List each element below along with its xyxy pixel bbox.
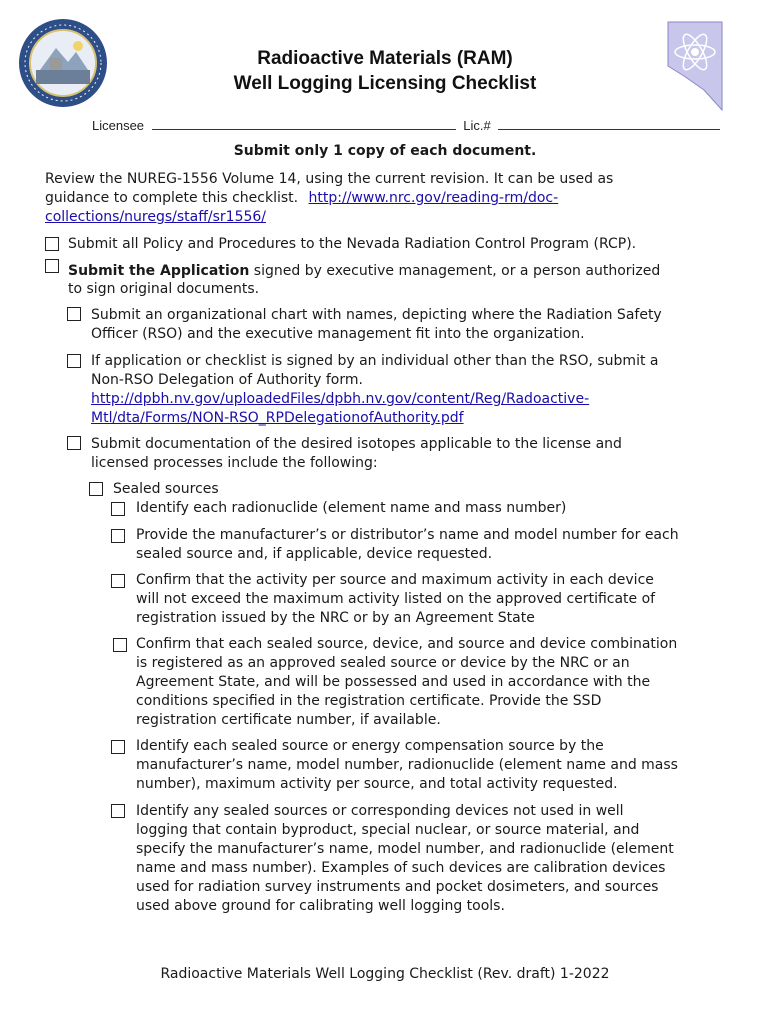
isotopes-checkbox[interactable] xyxy=(67,436,81,450)
licensee-field[interactable] xyxy=(152,118,456,130)
energy-source-checkbox[interactable] xyxy=(111,740,125,754)
s5-line-2: manufacturer’s name, model number, radionuclide (element name and mass xyxy=(136,757,678,773)
s6-line-2: logging that contain byproduct, special nuclear, or source material, and xyxy=(136,822,640,838)
application-bold: Submit the Application xyxy=(68,263,250,279)
s5-line-1: Identify each sealed source or energy compensation source by the xyxy=(136,738,604,754)
non-logging-sources-checkbox[interactable] xyxy=(111,804,125,818)
s6-line-3: specify the manufacturer’s name, model number, and radionuclide (element xyxy=(136,841,674,857)
s2-line-2: sealed source and, if applicable, device requested. xyxy=(136,546,493,562)
s4-line-4: conditions specified in the registration certificate. Provide the SSD xyxy=(136,693,602,709)
sealed-sources-checkbox[interactable] xyxy=(89,482,103,496)
delegation-form-link[interactable]: http://dpbh.nv.gov/uploadedFiles/dpbh.nv.gov/content/Reg/Radoactive- xyxy=(91,391,590,407)
activity-checkbox[interactable] xyxy=(111,574,125,588)
org-line-1: Submit an organizational chart with names, depicting where the Radiation Safety xyxy=(91,307,662,323)
licensee-row xyxy=(92,118,720,133)
s6-line-5: used for radiation survey instruments and pocket dosimeters, and sources xyxy=(136,879,659,895)
s3-line-1: Confirm that the activity per source and maximum activity in each device xyxy=(136,572,654,588)
application-line-2: to sign original documents. xyxy=(68,281,260,297)
registration-checkbox[interactable] xyxy=(113,638,127,652)
page-footer: Radioactive Materials Well Logging Checklist (Rev. draft) 1-2022 xyxy=(160,966,610,982)
licensee-label: Licensee xyxy=(92,118,145,133)
s3-line-2: will not exceed the maximum activity listed on the approved certificate of xyxy=(136,591,656,607)
delegation-line-1: If application or checklist is signed by an individual other than the RSO, submit a xyxy=(91,353,659,369)
s1-line-1: Identify each radionuclide (element name and mass number) xyxy=(136,500,567,516)
lic-number-field[interactable] xyxy=(498,118,720,130)
delegation-checkbox[interactable] xyxy=(67,354,81,368)
s3-line-3: registration issued by the NRC or by an Agreement State xyxy=(136,610,535,626)
intro-line-1: Review the NUREG-1556 Volume 14, using the current revision. It can be used as xyxy=(45,171,614,187)
nureg-link[interactable]: http://www.nrc.gov/reading-rm/doc- xyxy=(308,190,559,206)
delegation-link-line-1 xyxy=(91,390,589,409)
intro-line-2 xyxy=(45,189,558,208)
sealed-sources-label: Sealed sources xyxy=(113,481,219,497)
s4-line-1: Confirm that each sealed source, device, and source and device combination xyxy=(136,636,678,652)
s5-line-3: number), maximum activity per source, and total activity requested. xyxy=(136,776,618,792)
intro-line-3 xyxy=(45,208,266,227)
delegation-form-link-continued[interactable]: Mtl/dta/Forms/NON-RSO_RPDelegationofAuthority.pdf xyxy=(91,410,464,426)
delegation-link-line-2 xyxy=(91,409,464,428)
s4-line-3: Agreement State, and will be possessed and used in accordance with the xyxy=(136,674,651,690)
s6-line-4: name and mass number). Examples of such devices are calibration devices xyxy=(136,860,666,876)
manufacturer-checkbox[interactable] xyxy=(111,529,125,543)
s4-line-5: registration certificate number, if available. xyxy=(136,712,441,728)
application-checkbox[interactable] xyxy=(45,259,59,273)
isotopes-line-2: licensed processes include the following: xyxy=(91,455,378,471)
isotopes-line-1: Submit documentation of the desired isotopes applicable to the license and xyxy=(91,436,622,452)
lic-number-label: Lic.# xyxy=(463,118,491,133)
policy-checkbox[interactable] xyxy=(45,237,59,251)
s4-line-2: is registered as an approved sealed source or device by the NRC or an xyxy=(136,655,630,671)
s2-line-1: Provide the manufacturer’s or distributor’s name and model number for each xyxy=(136,527,679,543)
application-line-1 xyxy=(68,262,660,281)
s6-line-6: used above ground for calibrating well logging tools. xyxy=(136,898,505,914)
org-line-2: Officer (RSO) and the executive management fit into the organization. xyxy=(91,326,585,342)
policy-text: Submit all Policy and Procedures to the Nevada Radiation Control Program (RCP). xyxy=(68,236,637,252)
nureg-link-continued[interactable]: collections/nuregs/staff/sr1556/ xyxy=(45,209,267,225)
intro-text: guidance to complete this checklist. xyxy=(45,190,299,206)
radionuclide-checkbox[interactable] xyxy=(111,502,125,516)
s6-line-1: Identify any sealed sources or corresponding devices not used in well xyxy=(136,803,624,819)
title-line-2: Well Logging Licensing Checklist xyxy=(233,73,537,94)
title-line-1: Radioactive Materials (RAM) xyxy=(257,48,513,69)
submit-copy-note: Submit only 1 copy of each document. xyxy=(233,143,537,159)
delegation-line-2: Non-RSO Delegation of Authority form. xyxy=(91,372,363,388)
org-chart-checkbox[interactable] xyxy=(67,307,81,321)
application-rest: signed by executive management, or a person authorized xyxy=(249,263,661,279)
